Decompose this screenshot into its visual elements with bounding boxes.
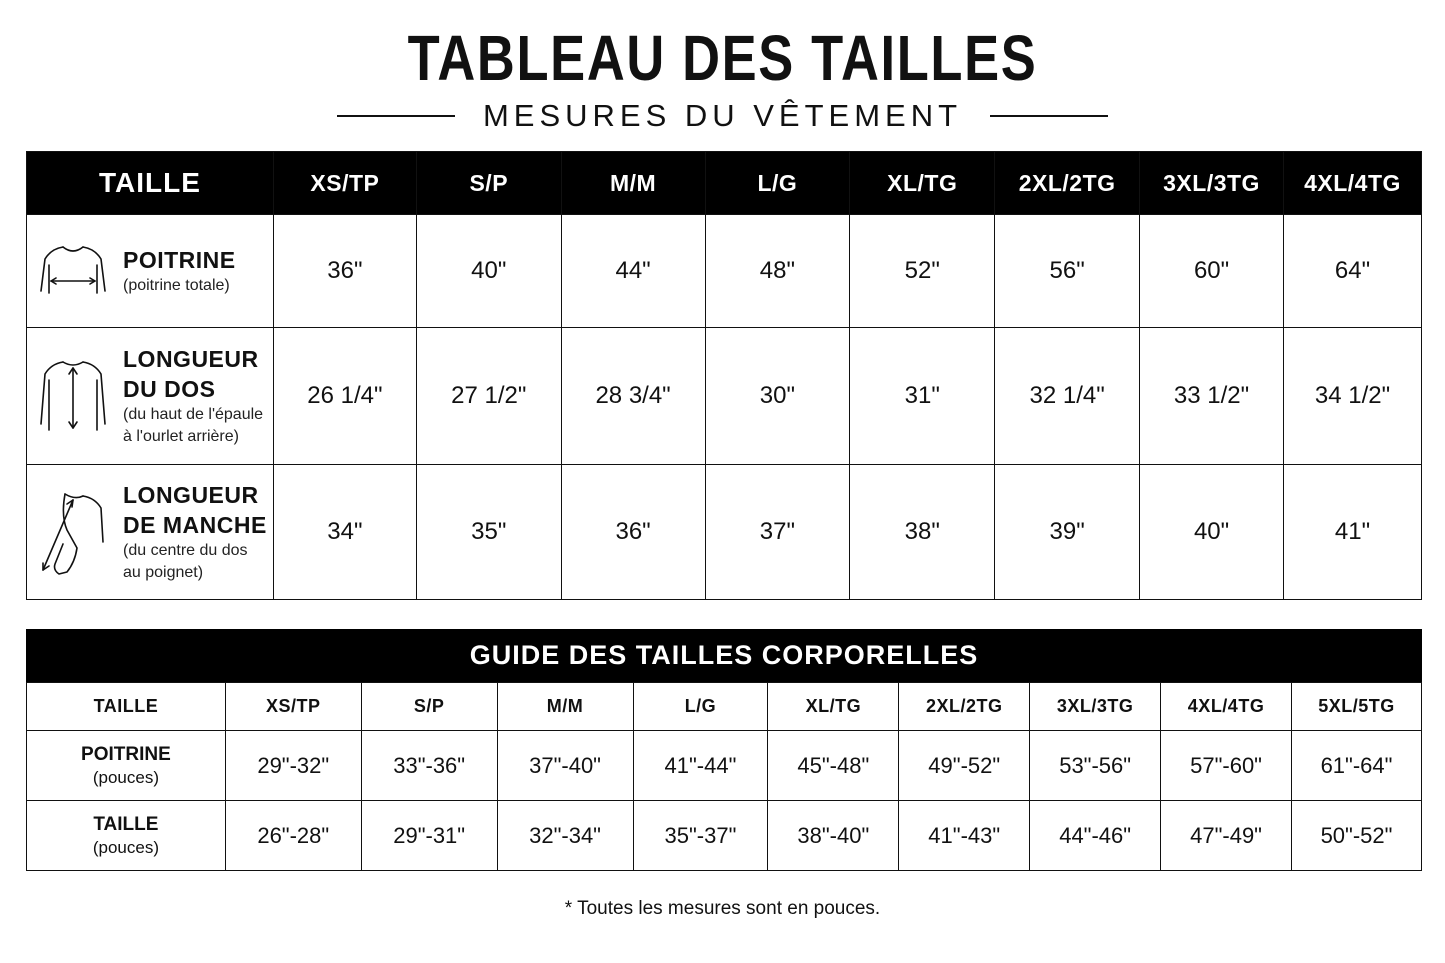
footnote: * Toutes les mesures sont en pouces.: [564, 898, 881, 919]
measurement-cell: 33 1/2": [1140, 328, 1284, 465]
subtitle-row: [0, 96, 1445, 136]
row-label-title-line2: DE MANCHE: [123, 512, 267, 538]
body-guide-title: GUIDE DES TAILLES CORPORELLES: [26, 629, 1422, 682]
row-label-title: POITRINE: [123, 247, 236, 273]
size-header: S/P: [416, 152, 561, 215]
measurement-cell: 41"-44": [633, 731, 768, 801]
measurement-cell: 29"-31": [361, 801, 497, 871]
measurement-cell: 36": [273, 215, 416, 328]
size-header: L/G: [705, 152, 850, 215]
row-label-unit: (pouces): [92, 767, 159, 787]
measurement-cell: 47"-49": [1161, 801, 1292, 871]
measurement-cell: 38": [850, 465, 995, 600]
size-header: 5XL/5TG: [1292, 683, 1422, 731]
measurement-cell: 53"-56": [1030, 731, 1161, 801]
measurement-cell: 29"-32": [225, 731, 361, 801]
measurement-cell: 41"-43": [899, 801, 1030, 871]
size-header-label: TAILLE: [27, 152, 274, 215]
size-header: XL/TG: [768, 683, 899, 731]
row-label-desc: (poitrine totale): [123, 277, 230, 294]
measurement-cell: 56": [995, 215, 1140, 328]
measurement-cell: 26"-28": [225, 801, 361, 871]
size-header: M/M: [561, 152, 705, 215]
row-label-desc: (du haut de l'épaule: [123, 406, 264, 423]
body-size-guide-table: [26, 682, 1422, 871]
size-header: 2XL/2TG: [995, 152, 1140, 215]
sleeve-length-icon: [37, 486, 109, 578]
size-header: 4XL/4TG: [1161, 683, 1292, 731]
page-title: TABLEAU DES TAILLES: [407, 22, 1038, 94]
size-header-label: TAILLE: [27, 683, 226, 731]
measurement-cell: 64": [1284, 215, 1422, 328]
row-label-title-line2: DU DOS: [123, 376, 216, 402]
measurement-cell: 44": [561, 215, 705, 328]
measurement-cell: 49"-52": [899, 731, 1030, 801]
row-label-chest: [27, 215, 274, 328]
table-row: [27, 731, 1422, 801]
table-row: [27, 215, 1422, 328]
row-label-desc: (du centre du dos: [123, 542, 248, 559]
measurement-cell: 32"-34": [497, 801, 633, 871]
measurement-cell: 44"-46": [1030, 801, 1161, 871]
size-header-row: [27, 152, 1422, 215]
back-length-icon: [37, 350, 109, 442]
measurement-cell: 31": [850, 328, 995, 465]
measurement-cell: 60": [1140, 215, 1284, 328]
measurement-cell: 41": [1284, 465, 1422, 600]
measurement-cell: 50"-52": [1292, 801, 1422, 871]
row-label-title: LONGUEUR: [123, 482, 259, 508]
size-header: 2XL/2TG: [899, 683, 1030, 731]
row-label-title: POITRINE: [81, 743, 171, 765]
table-row: [27, 328, 1422, 465]
size-header: 3XL/3TG: [1030, 683, 1161, 731]
divider-left: [337, 115, 455, 117]
page-subtitle: MESURES DU VÊTEMENT: [482, 98, 963, 133]
measurement-cell: 28 3/4": [561, 328, 705, 465]
measurement-cell: 39": [995, 465, 1140, 600]
measurement-cell: 32 1/4": [995, 328, 1140, 465]
measurement-cell: 40": [1140, 465, 1284, 600]
size-header-row: [27, 683, 1422, 731]
table-row: [27, 465, 1422, 600]
measurement-cell: 40": [416, 215, 561, 328]
measurement-cell: 48": [705, 215, 850, 328]
measurement-cell: 57"-60": [1161, 731, 1292, 801]
size-header: XL/TG: [850, 152, 995, 215]
size-header: M/M: [497, 683, 633, 731]
measurement-cell: 36": [561, 465, 705, 600]
row-label-title: TAILLE: [93, 813, 159, 835]
measurement-cell: 30": [705, 328, 850, 465]
row-label-desc-line2: à l'ourlet arrière): [123, 428, 239, 445]
size-header: XS/TP: [273, 152, 416, 215]
garment-measurements-table: [26, 151, 1422, 600]
row-label-chest: [27, 731, 226, 801]
measurement-cell: 35"-37": [633, 801, 768, 871]
row-label-waist: [27, 801, 226, 871]
measurement-cell: 33"-36": [361, 731, 497, 801]
row-label-sleeve-length: [27, 465, 274, 600]
measurement-cell: 34 1/2": [1284, 328, 1422, 465]
size-header: XS/TP: [225, 683, 361, 731]
row-label-desc-line2: au poignet): [123, 564, 204, 581]
measurement-cell: 34": [273, 465, 416, 600]
chest-icon: [37, 225, 109, 317]
measurement-cell: 45"-48": [768, 731, 899, 801]
size-header: S/P: [361, 683, 497, 731]
size-header: L/G: [633, 683, 768, 731]
divider-right: [990, 115, 1108, 117]
measurement-cell: 26 1/4": [273, 328, 416, 465]
row-label-title: LONGUEUR: [123, 346, 259, 372]
measurement-cell: 37": [705, 465, 850, 600]
measurement-cell: 37"-40": [497, 731, 633, 801]
table-row: [27, 801, 1422, 871]
measurement-cell: 38"-40": [768, 801, 899, 871]
row-label-unit: (pouces): [92, 837, 159, 857]
row-label-back-length: [27, 328, 274, 465]
measurement-cell: 27 1/2": [416, 328, 561, 465]
size-header: 3XL/3TG: [1140, 152, 1284, 215]
measurement-cell: 61"-64": [1292, 731, 1422, 801]
measurement-cell: 52": [850, 215, 995, 328]
measurement-cell: 35": [416, 465, 561, 600]
size-header: 4XL/4TG: [1284, 152, 1422, 215]
